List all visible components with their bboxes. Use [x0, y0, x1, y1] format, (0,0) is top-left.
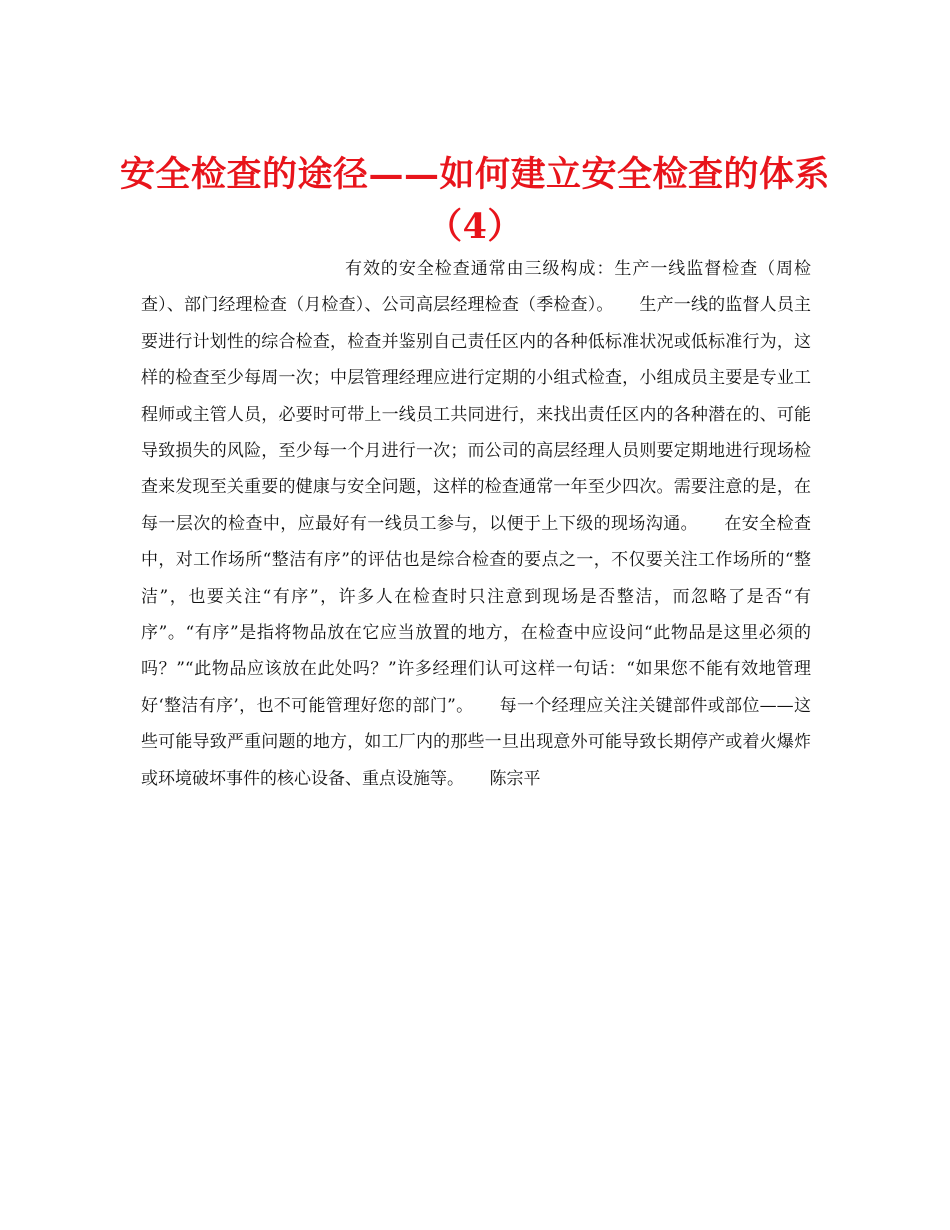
document-title: 安全检查的途径——如何建立安全检查的体系（4）	[120, 154, 831, 248]
document-body: 有效的安全检查通常由三级构成：生产一线监督检查（周检查）、部门经理检查（月检查）、公司高层经理检查（季检查）。 生产一线的监督人员主要进行计划性的综合检查，检查并鉴别自己责任区内的各种低标准状况或低标准行为，这样的检查至少每周一次；中层管理经理应进行定期的小组式检查，小组成员主要是专业工程师或主管人员，必要时可带上一线员工共同进行，来找出责任区内的各种潜在的、可能导致损失的风险，至少每一个月进行一次；而公司的高层经理人员则要定期地进行现场检查来发现至关重要的健康与安全问题，这样的检查通常一年至少四次。需要注意的是，在每一层次的检查中，应最好有一线员工参与，以便于上下级的现场沟通。 在安全检查中，对工作场所“整洁有序”的评估也是综合检查的要点之一，不仅要关注工作场所的“整洁”，也要关注“有序”，许多人在检查时只注意到现场是否整洁，而忽略了是否“有序”。“有序”是指将物品放在它应当放置的地方，在检查中应设问“此物品是这里必须的吗？”“此物品应该放在此处吗？”许多经理们认可这样一句话：“如果您不能有效地管理好‘整洁有序’，也不可能管理好您的部门”。 每一个经理应关注关键部件或部位——这些可能导致严重问题的地方，如工厂内的那些一旦出现意外可能导致长期停产或着火爆炸或环境破坏事件的核心设备、重点设施等。 陈宗平	[141, 259, 811, 789]
